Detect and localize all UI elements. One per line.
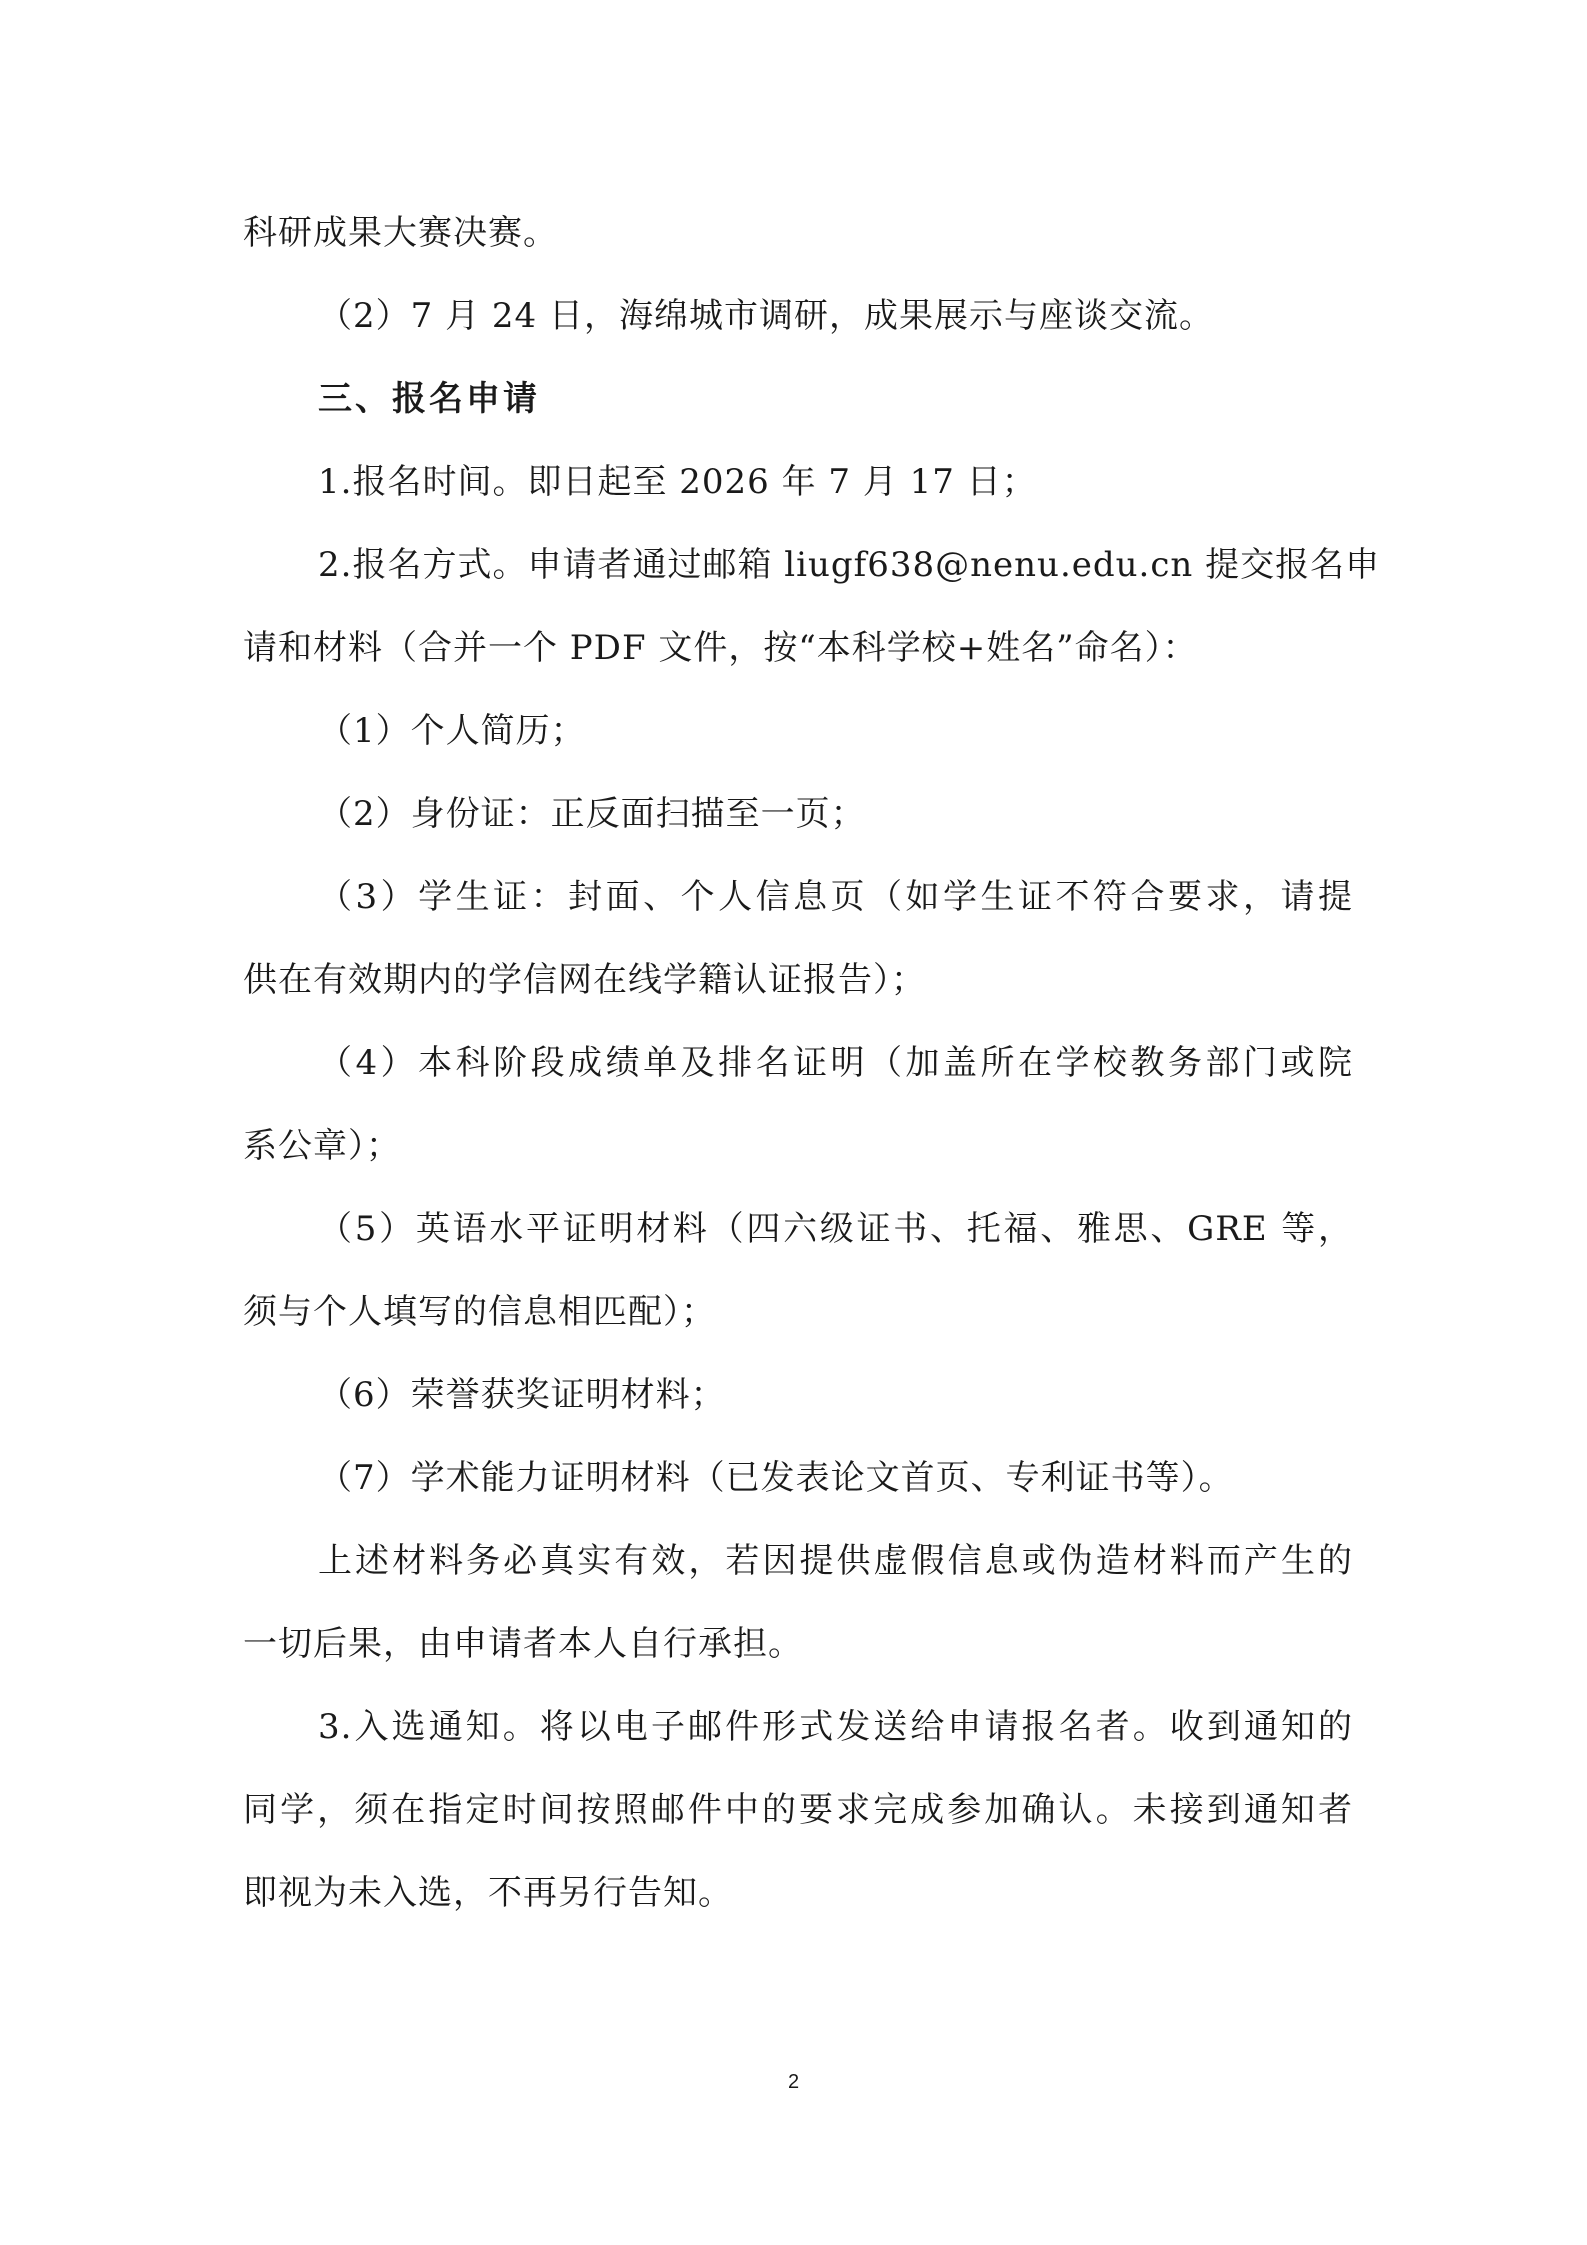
text-line: （6）荣誉获奖证明材料； bbox=[318, 1375, 726, 1415]
text-line: 须与个人填写的信息相匹配）； bbox=[243, 1292, 716, 1332]
text-line: 上述材料务必真实有效，若因提供虚假信息或伪造材料而产生的 bbox=[318, 1541, 1353, 1581]
text-line: （1）个人简历； bbox=[318, 711, 586, 751]
text-line: 即视为未入选，不再另行告知。 bbox=[243, 1873, 733, 1913]
text-line: 3.入选通知。将以电子邮件形式发送给申请报名者。收到通知的 bbox=[318, 1707, 1353, 1747]
section-heading: 三、报名申请 bbox=[318, 379, 540, 419]
text-line: 2.报名方式。申请者通过邮箱 liugf638@nenu.edu.cn 提交报名申 bbox=[318, 545, 1381, 585]
text-line: 请和材料（合并一个 PDF 文件，按“本科学校+姓名”命名）： bbox=[243, 628, 1198, 668]
text-line: （5）英语水平证明材料（四六级证书、托福、雅思、GRE 等， bbox=[318, 1209, 1353, 1249]
text-line: （7）学术能力证明材料（已发表论文首页、专利证书等）。 bbox=[318, 1458, 1234, 1498]
text-line: 一切后果，由申请者本人自行承担。 bbox=[243, 1624, 803, 1664]
text-line: 系公章）； bbox=[243, 1126, 401, 1166]
text-line: 1.报名时间。即日起至 2026 年 7 月 17 日； bbox=[318, 462, 1037, 502]
text-line: 同学，须在指定时间按照邮件中的要求完成参加确认。未接到通知者 bbox=[243, 1790, 1353, 1830]
text-line: （2）7 月 24 日，海绵城市调研，成果展示与座谈交流。 bbox=[318, 296, 1214, 336]
text-line: （4）本科阶段成绩单及排名证明（加盖所在学校教务部门或院 bbox=[318, 1043, 1353, 1083]
text-line: 科研成果大赛决赛。 bbox=[243, 213, 558, 253]
text-line: （3）学生证：封面、个人信息页（如学生证不符合要求，请提 bbox=[318, 877, 1353, 917]
page-number: 2 bbox=[787, 2071, 800, 2093]
text-line: 供在有效期内的学信网在线学籍认证报告）； bbox=[243, 960, 926, 1000]
text-line: （2）身份证：正反面扫描至一页； bbox=[318, 794, 866, 834]
